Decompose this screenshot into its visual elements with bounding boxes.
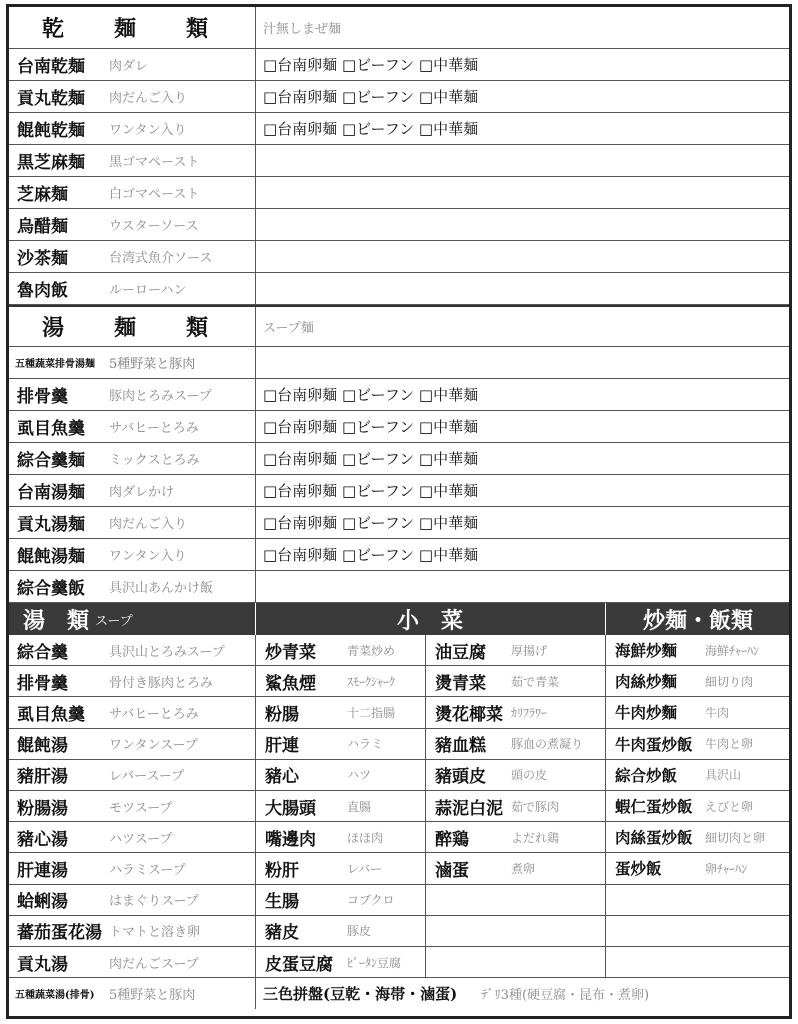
item-jp: 豚肉とろみスープ: [109, 389, 212, 404]
dry-noodles-header: [9, 7, 789, 49]
item-jp: 肉だんごスープ: [109, 956, 199, 972]
item-name: 蒜泥白泥: [435, 798, 503, 819]
item-jp: よだれ鶏: [511, 830, 560, 845]
soup-noodle-row: [9, 443, 789, 475]
item-jp: 細切り肉: [705, 674, 754, 689]
dry-noodle-row: [9, 145, 789, 177]
item-name: 豬肝湯: [17, 767, 68, 788]
item-jp: 卵ﾁｬｰﾊﾝ: [705, 861, 748, 876]
item-name: 皮蛋豆腐: [265, 954, 333, 975]
item-jp: 茹で青菜: [511, 674, 560, 689]
dry-noodles-subtitle: 汁無しまぜ麺: [263, 22, 342, 37]
item-name: 魯肉飯: [17, 281, 68, 301]
noodle-options[interactable]: □台南卵麺 □ビーフン □中華麺: [263, 418, 479, 436]
item-name: 排骨羹: [17, 387, 68, 407]
noodle-options[interactable]: □台南卵麺 □ビーフン □中華麺: [263, 450, 479, 468]
item-jp: トマトと溶き卵: [109, 925, 201, 941]
item-jp: ルーローハン: [109, 283, 187, 298]
item-jp: 肉ダレ: [109, 59, 149, 74]
dry-noodle-row: [9, 177, 789, 209]
soup-noodles-subtitle: スープ麺: [263, 321, 314, 336]
soup-noodle-row: [9, 507, 789, 539]
dry-noodle-row: [9, 273, 789, 305]
item-jp: ほほ肉: [347, 830, 384, 845]
item-jp: 台湾式魚介ソース: [109, 251, 213, 266]
item-name: 豬血糕: [435, 736, 486, 757]
bottom-section-band: [9, 603, 789, 635]
soup-noodles-header: [9, 305, 789, 347]
item-jp: 直腸: [347, 799, 372, 814]
item-jp: 豚血の煮凝り: [511, 737, 584, 752]
item-jp: 牛肉と卵: [705, 737, 754, 752]
item-name: 綜合羹飯: [17, 579, 85, 599]
item-jp: 茹で豚肉: [511, 799, 560, 814]
noodle-options[interactable]: □台南卵麺 □ビーフン □中華麺: [263, 56, 479, 74]
item-name: 虱目魚羹: [17, 419, 85, 439]
item-jp: コブクロ: [347, 893, 395, 908]
item-jp: 細切肉と卵: [705, 830, 766, 845]
bottom-grid-row: [9, 853, 789, 884]
item-name: 滷蛋: [435, 860, 469, 881]
item-name: 粉腸湯: [17, 798, 68, 819]
bottom-grid-row: [9, 729, 789, 760]
bottom-grid-row: [9, 947, 789, 978]
soup-band-title: 湯 類 スープ: [23, 607, 133, 634]
item-name: 嘴邊肉: [265, 829, 316, 850]
noodle-options[interactable]: □台南卵麺 □ビーフン □中華麺: [263, 482, 479, 500]
bottom-grid-row: [9, 760, 789, 791]
item-name: 豬心湯: [17, 829, 68, 850]
item-jp: ｶﾘﾌﾗﾜｰ: [511, 705, 548, 720]
item-jp: ウスターソース: [109, 219, 199, 234]
item-jp: 厚揚げ: [511, 643, 548, 658]
item-jp: 青菜炒め: [347, 643, 396, 658]
item-name: 蛤蜊湯: [17, 892, 68, 913]
item-name: 醉鶏: [435, 829, 469, 850]
item-name: 炒青菜: [265, 642, 316, 663]
item-jp: はまぐりスープ: [109, 894, 199, 910]
item-name: 排骨羹: [17, 673, 68, 694]
noodle-options[interactable]: □台南卵麺 □ビーフン □中華麺: [263, 120, 479, 138]
noodle-options[interactable]: □台南卵麺 □ビーフン □中華麺: [263, 386, 479, 404]
item-jp: モツスープ: [109, 800, 173, 816]
item-name: 餛飩湯麺: [17, 547, 85, 567]
item-jp: えびと卵: [705, 799, 754, 814]
item-name: 貢丸湯麺: [17, 515, 85, 535]
item-name: 蛋炒飯: [615, 859, 662, 879]
item-jp: 5種野菜と豚肉: [109, 357, 196, 372]
item-name: 台南乾麺: [17, 57, 85, 77]
item-name: 豬皮: [265, 923, 299, 944]
item-name: 肉絲蛋炒飯: [615, 828, 693, 848]
item-jp: 肉ダレかけ: [109, 485, 175, 500]
item-name: 餛飩乾麺: [17, 121, 85, 141]
item-jp: ハラミ: [347, 737, 384, 752]
bottom-grid-row: [9, 885, 789, 916]
platter-cell: [259, 978, 787, 1009]
item-jp: レバースープ: [109, 769, 185, 785]
item-name: 芝麻麺: [17, 185, 68, 205]
item-name: 三色拼盤(豆乾・海帯・滷蛋): [263, 985, 458, 1004]
dry-noodle-row: [9, 209, 789, 241]
item-name: 蝦仁蛋炒飯: [615, 797, 693, 817]
item-jp: 黒ゴマペースト: [109, 155, 200, 170]
dry-noodle-row: [9, 241, 789, 273]
item-jp: 骨付き豚肉とろみ: [109, 675, 214, 691]
fried-band-title: 炒麺・飯類: [642, 607, 753, 634]
item-name: 生腸: [265, 892, 299, 913]
soup-noodle-row: [9, 379, 789, 411]
soup-noodle-row: [9, 571, 789, 603]
item-name: 油豆腐: [435, 642, 486, 663]
item-name: 綜合羹麺: [17, 451, 85, 471]
item-name: 燙花椰菜: [435, 704, 503, 725]
item-name: 五種蔬菜湯(排骨): [15, 990, 95, 1002]
bottom-grid-row: [9, 635, 789, 666]
item-jp: レバー: [347, 861, 383, 876]
soup-noodle-row: [9, 411, 789, 443]
item-name: 大腸頭: [265, 798, 316, 819]
item-jp: ｽﾓｰｸｼｬｰｸ: [347, 674, 396, 689]
item-name: 貢丸湯: [17, 954, 68, 975]
item-jp: 肉だんご入り: [109, 517, 188, 532]
item-name: 黒芝麻麺: [17, 153, 85, 173]
item-jp: ハツスープ: [109, 831, 173, 847]
item-jp: 肉だんご入り: [109, 91, 188, 106]
item-name: 綜合羹: [17, 642, 68, 663]
item-jp: 豚皮: [347, 924, 372, 939]
item-jp: 具沢山とろみスープ: [109, 644, 225, 660]
item-name: 蕃茄蛋花湯: [17, 923, 102, 944]
bottom-grid-row: [9, 916, 789, 947]
item-name: 肝連: [265, 736, 299, 757]
soup-noodles-first-row: [9, 347, 789, 379]
dry-noodles-title: 乾 麺 類: [41, 16, 222, 42]
item-name: 烏醋麺: [17, 217, 68, 237]
item-name: 粉肝: [265, 860, 299, 881]
item-name: 貢丸乾麺: [17, 89, 85, 109]
item-name: 五種蔬菜排骨湯麺: [15, 359, 95, 370]
item-jp: 具沢山: [705, 768, 742, 783]
noodle-options[interactable]: □台南卵麺 □ビーフン □中華麺: [263, 88, 479, 106]
bottom-grid-row: [9, 978, 789, 1009]
item-name: 牛肉蛋炒飯: [615, 734, 693, 754]
menu-sheet: [6, 4, 792, 1019]
noodle-options[interactable]: □台南卵麺 □ビーフン □中華麺: [263, 546, 479, 564]
item-jp: 白ゴマペースト: [109, 187, 200, 202]
item-jp: 煮卵: [511, 861, 536, 876]
item-jp: 十二指腸: [347, 705, 396, 720]
bottom-grid-row: [9, 791, 789, 822]
item-name: 豬頭皮: [435, 767, 486, 788]
item-jp: ワンタン入り: [109, 123, 187, 138]
item-name: 牛肉炒麵: [615, 703, 678, 723]
item-name: 綜合炒飯: [615, 765, 678, 785]
dry-noodle-row: [9, 113, 789, 145]
item-jp: 頭の皮: [511, 768, 548, 783]
item-jp: ハラミスープ: [109, 862, 186, 878]
item-name: 餛飩湯: [17, 736, 68, 757]
item-name: 海鮮炒麵: [615, 641, 678, 661]
item-jp: サバヒーとろみ: [109, 421, 199, 436]
bottom-grid-row: [9, 666, 789, 697]
item-name: 豬心: [265, 767, 299, 788]
item-name: 粉腸: [265, 704, 299, 725]
soup-noodle-row: [9, 539, 789, 571]
item-name: 肉絲炒麵: [615, 672, 678, 692]
item-name: 燙青菜: [435, 673, 486, 694]
item-jp: ﾋﾟｰﾀﾝ豆腐: [347, 955, 402, 970]
bottom-grid-row: [9, 697, 789, 728]
item-name: 肝連湯: [17, 860, 68, 881]
item-name: 沙茶麺: [17, 249, 68, 269]
item-jp: 5種野菜と豚肉: [109, 988, 196, 1004]
soup-noodles-title: 湯 麺 類: [41, 315, 222, 341]
item-jp: 具沢山あんかけ飯: [109, 581, 214, 596]
bottom-grid-row: [9, 822, 789, 853]
item-jp: ﾃﾞﾘ3種(硬豆腐・昆布・煮卵): [481, 988, 650, 1004]
item-name: 台南湯麺: [17, 483, 85, 503]
item-jp: 牛肉: [705, 705, 730, 720]
item-jp: サバヒーとろみ: [109, 706, 199, 722]
item-jp: ワンタン入り: [109, 549, 187, 564]
sides-band-title: 小 菜: [396, 607, 463, 634]
item-jp: ミックスとろみ: [109, 453, 200, 468]
item-jp: ハツ: [347, 768, 372, 783]
item-name: 鯊魚煙: [265, 673, 316, 694]
soup-noodle-row: [9, 475, 789, 507]
noodle-options[interactable]: □台南卵麺 □ビーフン □中華麺: [263, 514, 479, 532]
item-jp: ワンタンスープ: [109, 738, 198, 754]
dry-noodle-row: [9, 49, 789, 81]
item-name: 虱目魚羹: [17, 704, 85, 725]
item-jp: 海鮮ﾁｬｰﾊﾝ: [705, 643, 760, 658]
dry-noodle-row: [9, 81, 789, 113]
